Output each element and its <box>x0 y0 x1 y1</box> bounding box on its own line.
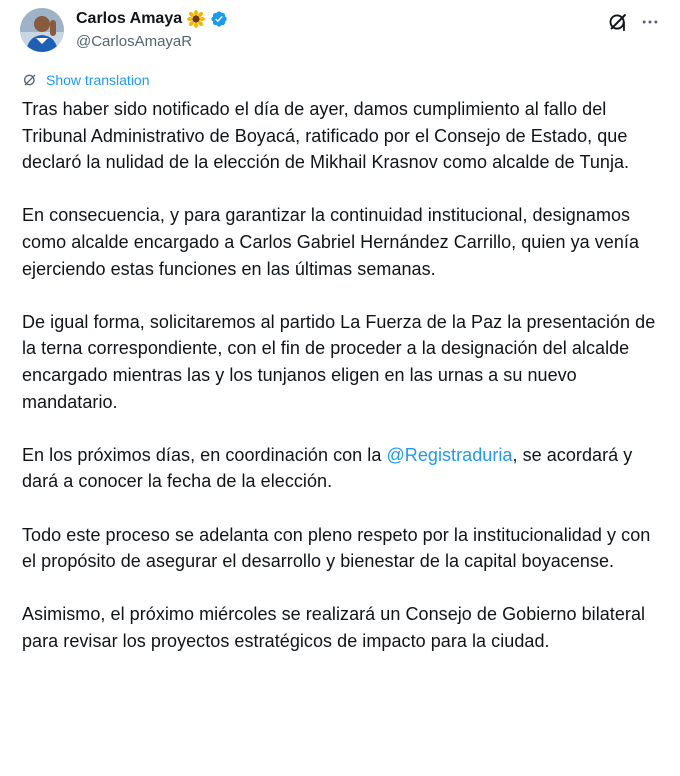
verified-badge-icon[interactable] <box>210 10 228 28</box>
show-translation-label: Show translation <box>46 72 150 88</box>
registraduria-mention-link[interactable]: @Registraduria <box>386 444 513 465</box>
more-options-icon <box>640 12 660 32</box>
tweet-paragraph-5: Todo este proceso se adelanta con pleno respeto por la institucionalidad y con el propósito de asegurar el desarrollo y bienestar de la capital boyacense. <box>22 524 651 572</box>
grok-icon <box>607 11 629 33</box>
author-display-name[interactable]: Carlos Amaya <box>76 10 183 27</box>
sunflower-icon <box>187 10 205 28</box>
tweet-paragraph-2: En consecuencia, y para garantizar la continuidad institucional, designamos como alcalde encargado a Carlos Gabriel Hernández Carrillo, quien ya venía ejerciendo estas funciones en las últimas semanas. <box>22 205 640 279</box>
grok-button[interactable] <box>604 8 632 36</box>
paragraph-4-after: , se acordará y dará a conocer la fecha de la elección. <box>22 444 633 492</box>
tweet-paragraph-1: Tras haber sido notificado el día de ayer, damos cumplimiento al fallo del Tribunal Administrativo de Boyacá, ratificado por el Consejo de Estado, que declaró la nulidad de la elección de Mikhail Krasnov como alcalde de Tunja. <box>22 99 630 173</box>
show-translation-link[interactable] <box>22 72 150 88</box>
avatar-image <box>20 8 64 52</box>
tweet-paragraph-3: De igual forma, solicitaremos al partido La Fuerza de la Paz la presentación de la terna correspondiente, con el fin de proceder a la designación del alcalde encargado mientras las y los tunjanos eligen en las urnas a su nuevo mandatario. <box>22 311 656 412</box>
author-name-row <box>76 9 228 29</box>
more-options-button[interactable] <box>636 8 664 36</box>
paragraph-4-before: En los próximos días, en coordinación con la <box>22 444 387 465</box>
avatar[interactable] <box>20 8 64 52</box>
translate-icon <box>22 72 38 88</box>
tweet-paragraph-6: Asimismo, el próximo miércoles se realizará un Consejo de Gobierno bilateral para revisar los proyectos estratégicos de impacto para la ciudad. <box>22 604 646 651</box>
tweet-paragraph-4 <box>22 442 666 495</box>
author-handle[interactable]: @CarlosAmayaR <box>76 33 193 50</box>
tweet-text <box>22 96 666 681</box>
